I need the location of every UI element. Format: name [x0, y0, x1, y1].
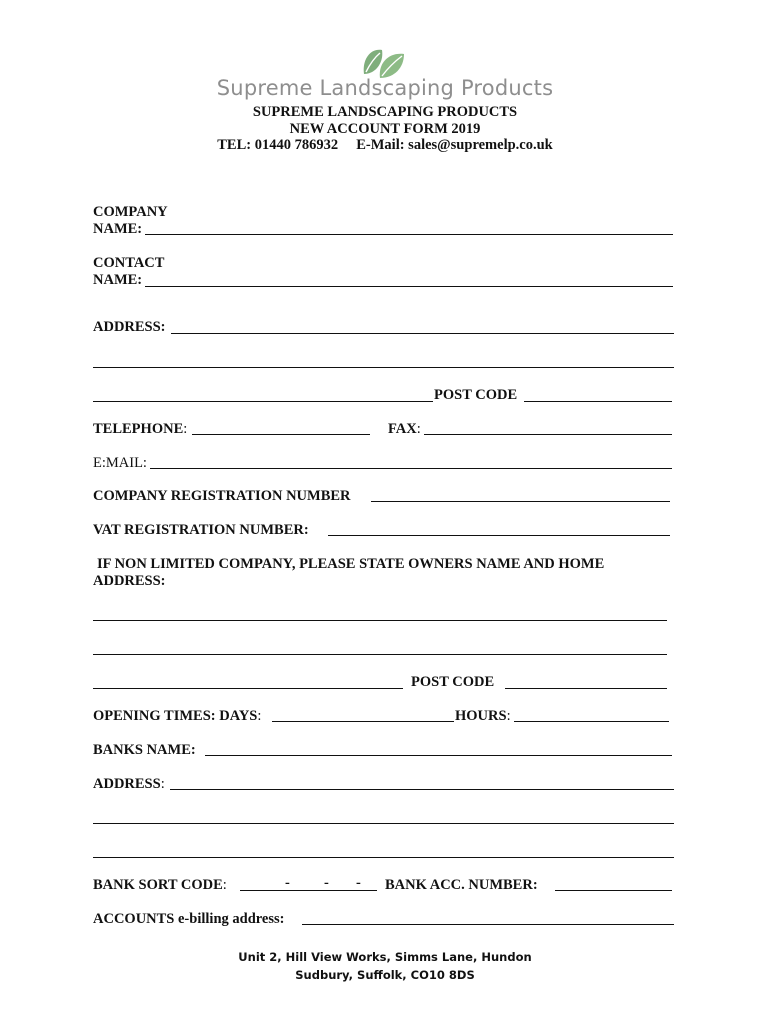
telephone-field[interactable]	[192, 434, 370, 435]
fax-label: FAX:	[388, 421, 421, 437]
banks-name-field[interactable]	[205, 755, 672, 756]
company-name-field[interactable]	[145, 234, 673, 235]
sort-dash-3: -	[356, 875, 361, 891]
post-code-field[interactable]	[524, 401, 672, 402]
post-code-label: POST CODE	[434, 387, 518, 403]
non-limited-heading: IF NON LIMITED COMPANY, PLEASE STATE OWNERS NAME AND HOME	[97, 556, 605, 572]
bank-acc-field[interactable]	[555, 890, 672, 891]
address-field-1[interactable]	[171, 333, 674, 334]
hours-label: HOURS:	[455, 708, 511, 724]
company-heading: SUPREME LANDSCAPING PRODUCTS	[252, 104, 518, 120]
owner-address-label: ADDRESS:	[93, 573, 166, 589]
owner-address-field-1[interactable]	[93, 620, 667, 621]
email-field[interactable]	[150, 468, 672, 469]
accounts-email-field[interactable]	[302, 924, 674, 925]
accounts-email-label: ACCOUNTS e-billing address:	[93, 911, 285, 927]
bank-address-field-3[interactable]	[93, 857, 674, 858]
sort-dash-1: -	[285, 875, 290, 891]
brand-name: Supreme Landscaping Products	[216, 76, 554, 100]
contact-name-label: NAME:	[93, 272, 143, 288]
address-field-2[interactable]	[93, 367, 674, 368]
days-field[interactable]	[272, 721, 454, 722]
vat-reg-field[interactable]	[328, 535, 670, 536]
address-label: ADDRESS:	[93, 319, 166, 335]
post-code-label-2: POST CODE	[411, 674, 495, 690]
company-reg-field[interactable]	[371, 501, 670, 502]
footer-address-line-1: Unit 2, Hill View Works, Simms Lane, Hundon	[238, 950, 532, 964]
address-field-3[interactable]	[93, 401, 433, 402]
contact-line: TEL: 01440 786932 E-Mail: sales@supremelp.co.uk	[217, 137, 553, 153]
opening-times-label: OPENING TIMES: DAYS:	[93, 708, 262, 724]
vat-reg-label: VAT REGISTRATION NUMBER:	[93, 522, 309, 538]
sort-code-label: BANK SORT CODE:	[93, 877, 227, 893]
form-title: NEW ACCOUNT FORM 2019	[289, 121, 481, 137]
banks-name-label: BANKS NAME:	[93, 742, 196, 758]
company-reg-label: COMPANY REGISTRATION NUMBER	[93, 488, 351, 504]
hours-field[interactable]	[514, 721, 669, 722]
owner-address-field-2[interactable]	[93, 654, 667, 655]
bank-acc-label: BANK ACC. NUMBER:	[385, 877, 538, 893]
owner-address-field-3[interactable]	[93, 688, 403, 689]
fax-field[interactable]	[424, 434, 672, 435]
footer-address-line-2: Sudbury, Suffolk, CO10 8DS	[295, 968, 475, 982]
email-label: E:MAIL:	[93, 455, 147, 471]
telephone-label: TELEPHONE:	[93, 421, 188, 437]
contact-name-field[interactable]	[145, 286, 673, 287]
bank-address-field-1[interactable]	[170, 789, 674, 790]
bank-address-field-2[interactable]	[93, 823, 674, 824]
company-name-label: NAME:	[93, 221, 143, 237]
contact-label: CONTACT	[93, 255, 165, 271]
post-code-field-2[interactable]	[505, 688, 667, 689]
bank-address-label: ADDRESS:	[93, 776, 165, 792]
company-label: COMPANY	[93, 204, 168, 220]
sort-dash-2: -	[324, 875, 329, 891]
